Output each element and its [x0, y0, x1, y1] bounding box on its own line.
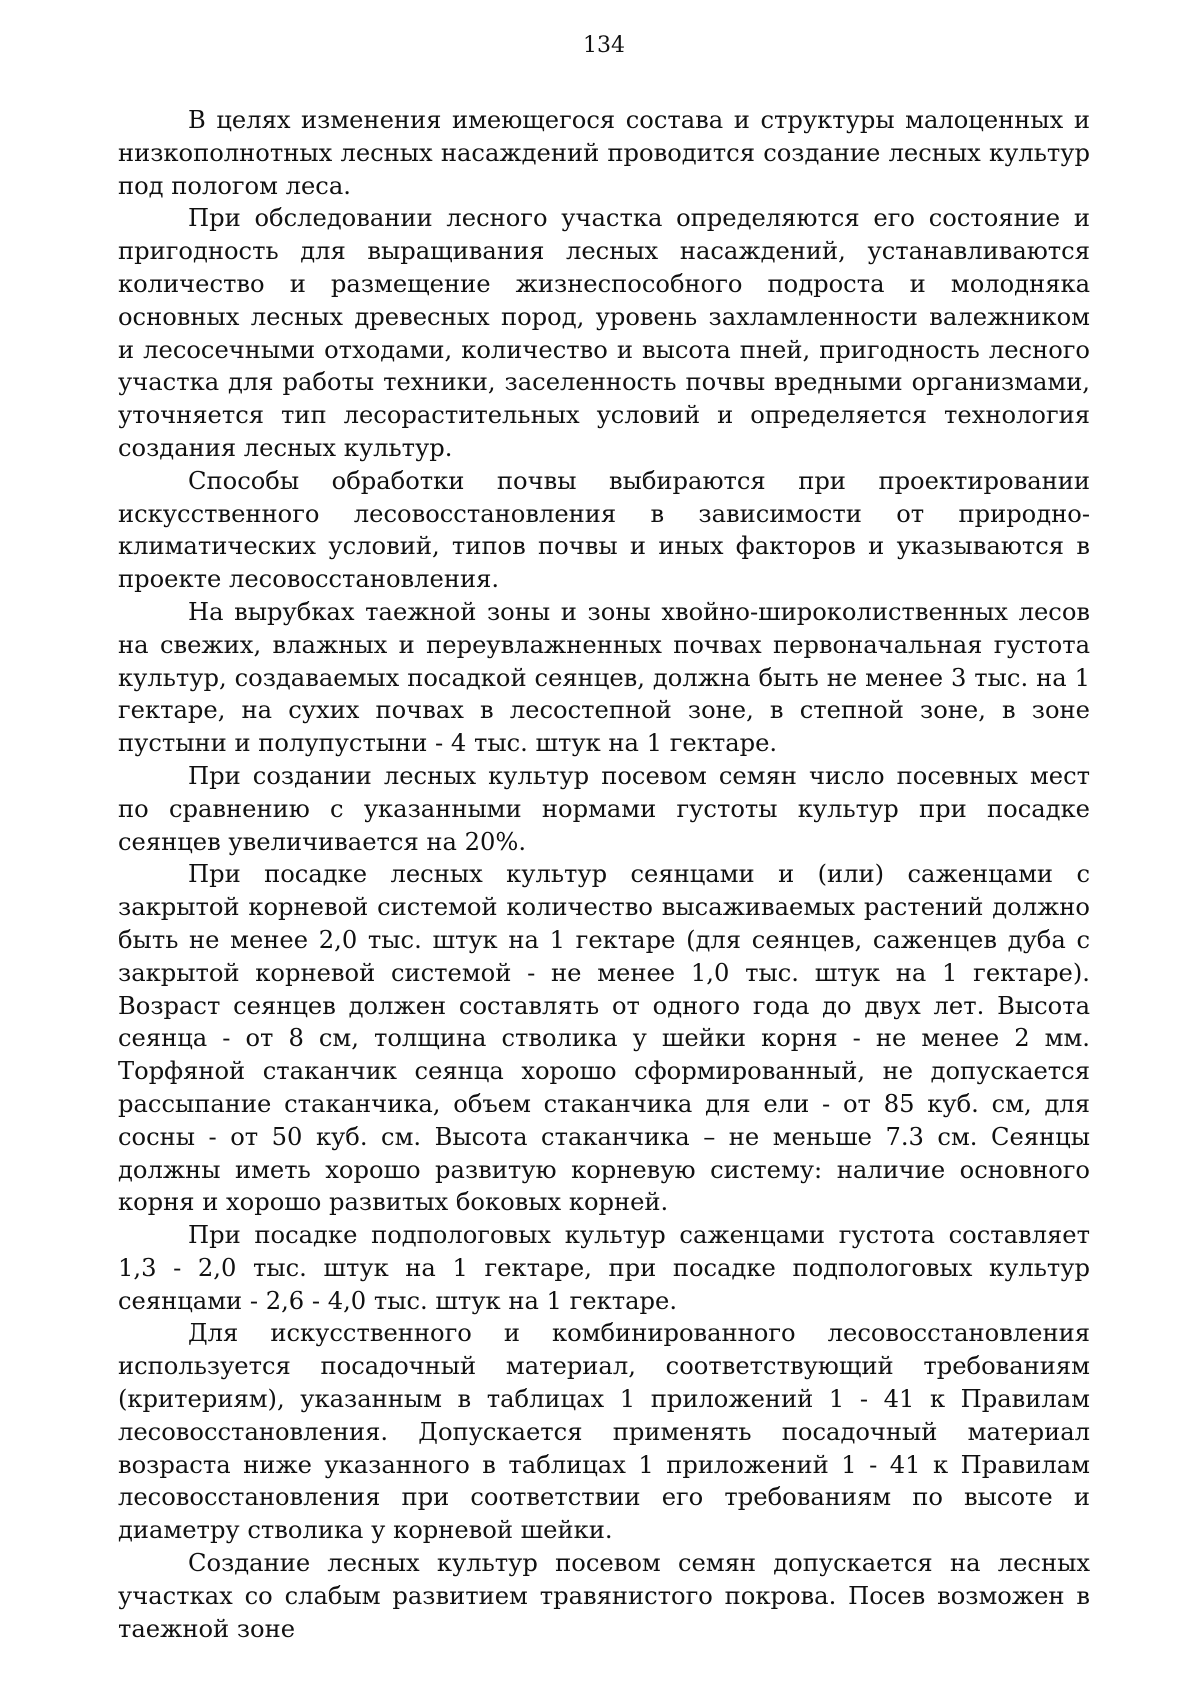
document-page — [118, 30, 1090, 1645]
paragraph-seed-sowing: Создание лесных культур посевом семян допускается на лесных участках со слабым развитием травянистого покрова. Посев возможен в таежной зоне — [118, 1549, 1090, 1643]
paragraph-initial-density: На вырубках таежной зоны и зоны хвойно-широколиственных лесов на свежих, влажных и переувлажненных почвах первоначальная густота культур, создаваемых посадкой сеянцев, должна быть не менее 3 тыс. на 1 гектаре, на сухих почвах в лесостепной зоне, в степной зоне, в зоне пустыни и полупустыни - 4 тыс. штук на 1 гектаре. — [118, 597, 1090, 758]
page-number: 134 — [583, 33, 625, 58]
paragraph-under-canopy: В целях изменения имеющегося состава и структуры малоценных и низкополнотных лесных насаждений проводится создание лесных культур под пологом леса. — [118, 106, 1090, 200]
paragraph-soil-treatment: Способы обработки почвы выбираются при проектировании искусственного лесовосстановления в зависимости от природно-климатических условий, типов почвы и иных факторов и указываются в проекте лесовосстановления. — [118, 466, 1090, 594]
paragraph-underplanting-density: При посадке подпологовых культур саженцами густота составляет 1,3 - 2,0 тыс. штук на 1 гектаре, при посадке подпологовых культур сеянцами - 2,6 - 4,0 тыс. штук на 1 гектаре. — [118, 1221, 1090, 1315]
paragraph-planting-material: Для искусственного и комбинированного лесовосстановления используется посадочный материал, соответствующий требованиям (критериям), указанным в таблицах 1 приложений 1 - 41 к Правилам лесовосстановления. Допускается применять посадочный материал возраста ниже указанного в таблицах 1 приложений 1 - 41 к Правилам лесовосстановления при соответствии его требованиям по высоте и диаметру стволика у корневой шейки. — [118, 1319, 1090, 1545]
paragraph-closed-root-system: При посадке лесных культур сеянцами и (или) саженцами с закрытой корневой системой количество высаживаемых растений должно быть не менее 2,0 тыс. штук на 1 гектаре (для сеянцев, саженцев дуба с закрытой корневой системой - не менее 1,0 тыс. штук на 1 гектаре). Возраст сеянцев должен составлять от одного года до двух лет. Высота сеянца - от 8 см, толщина стволика у шейки корня - не менее 2 мм. Торфяной стаканчик сеянца хорошо сформированный, не допускается рассыпание стаканчика, объем стаканчика для ели - от 85 куб. см, для сосны - от 50 куб. см. Высота стаканчика – не меньше 7.3 см. Сеянцы должны иметь хорошо развитую корневую систему: наличие основного корня и хорошо развитых боковых корней. — [118, 860, 1090, 1217]
paragraph-sowing-places: При создании лесных культур посевом семян число посевных мест по сравнению с указанными нормами густоты культур при посадке сеянцев увеличивается на 20%. — [118, 761, 1090, 856]
paragraph-site-survey: При обследовании лесного участка определяются его состояние и пригодность для выращивания лесных насаждений, устанавливаются количество и размещение жизнеспособного подроста и молодняка основных лесных древесных пород, уровень захламленности валежником и лесосечными отходами, количество и высота пней, пригодность лесного участка для работы техники, заселенность почвы вредными организмами, уточняется тип лесорастительных условий и определяется технология создания лесных культур. — [118, 204, 1090, 462]
